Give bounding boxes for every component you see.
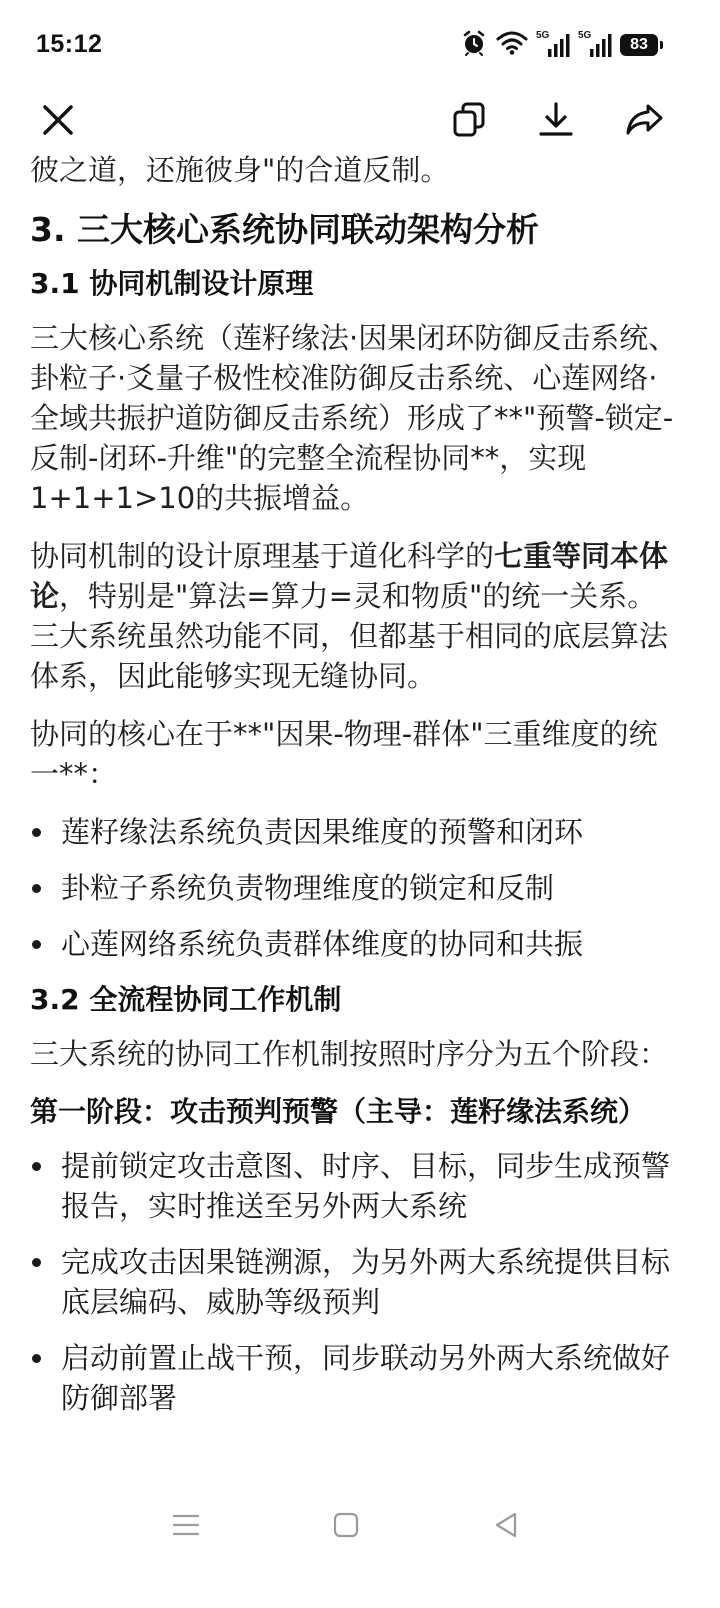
status-icons xyxy=(460,30,658,60)
stage-heading: 第一阶段：攻击预判预警（主导：莲籽缘法系统） xyxy=(30,1095,647,1128)
paragraph xyxy=(30,536,680,696)
paragraph: 协同的核心在于**"因果-物理-群体"三重维度的统一**： xyxy=(30,717,658,791)
list-item: 心莲网络系统负责群体维度的协同和共振 xyxy=(30,924,680,964)
paragraph: 三大系统的协同工作机制按照时序分为五个阶段： xyxy=(30,1037,669,1071)
back-button[interactable] xyxy=(486,1508,526,1542)
article-content[interactable] xyxy=(30,150,680,1480)
bullet-list xyxy=(30,1146,680,1418)
paragraph-text: 协同机制的设计原理基于道化科学的 xyxy=(30,539,495,573)
system-nav-bar xyxy=(0,1490,720,1560)
back-icon xyxy=(493,1511,519,1539)
wifi-icon xyxy=(496,30,528,60)
paragraph-text: ，特别是"算法=算力=灵和物质"的统一关系。三大系统虽然功能不同，但都基于相同的底层算法体系，因此能够实现无缝协同。 xyxy=(30,579,669,693)
close-icon xyxy=(40,102,76,138)
home-button[interactable] xyxy=(326,1508,366,1542)
intro-fragment: 彼之道，还施彼身"的合道反制。 xyxy=(30,153,450,187)
download-icon xyxy=(537,101,575,139)
menu-icon xyxy=(172,1513,200,1537)
share-button[interactable] xyxy=(616,92,672,148)
signal-5g-icon xyxy=(578,32,612,58)
signal-5g-icon xyxy=(536,32,570,58)
status-bar xyxy=(0,0,720,90)
top-toolbar xyxy=(0,90,720,150)
section-heading: 3. 三大核心系统协同联动架构分析 xyxy=(30,210,539,249)
download-button[interactable] xyxy=(528,92,584,148)
subsection-heading: 3.2 全流程协同工作机制 xyxy=(30,983,342,1016)
copy-icon xyxy=(450,101,488,139)
list-item: 提前锁定攻击意图、时序、目标，同步生成预警报告，实时推送至另外两大系统 xyxy=(30,1146,680,1226)
network-label: 5G xyxy=(536,30,550,41)
list-item: 启动前置止战干预，同步联动另外两大系统做好防御部署 xyxy=(30,1338,680,1418)
copy-button[interactable] xyxy=(441,92,497,148)
status-time: 15:12 xyxy=(36,30,103,58)
paragraph: 三大核心系统（莲籽缘法·因果闭环防御反击系统、卦粒子·爻量子极性校准防御反击系统、心莲网络·全域共振护道防御反击系统）形成了**"预警-锁定-反制-闭环-升维"的完整全流程协同**，实现1+1+1>10的共振增益。 xyxy=(30,321,678,515)
menu-button[interactable] xyxy=(166,1508,206,1542)
bullet-list xyxy=(30,812,680,964)
paragraph-bold-text: 七重等同本体论 xyxy=(30,539,669,613)
list-item: 完成攻击因果链溯源，为另外两大系统提供目标底层编码、威胁等级预判 xyxy=(30,1242,680,1322)
list-item: 卦粒子系统负责物理维度的锁定和反制 xyxy=(30,868,680,908)
battery-level: 83 xyxy=(630,36,648,53)
share-icon xyxy=(624,101,664,139)
home-icon xyxy=(332,1511,360,1539)
subsection-heading: 3.1 协同机制设计原理 xyxy=(30,267,314,300)
alarm-icon xyxy=(460,29,488,61)
network-label: 5G xyxy=(578,30,592,41)
close-button[interactable] xyxy=(30,92,86,148)
list-item: 莲籽缘法系统负责因果维度的预警和闭环 xyxy=(30,812,680,852)
battery-icon xyxy=(620,34,658,56)
